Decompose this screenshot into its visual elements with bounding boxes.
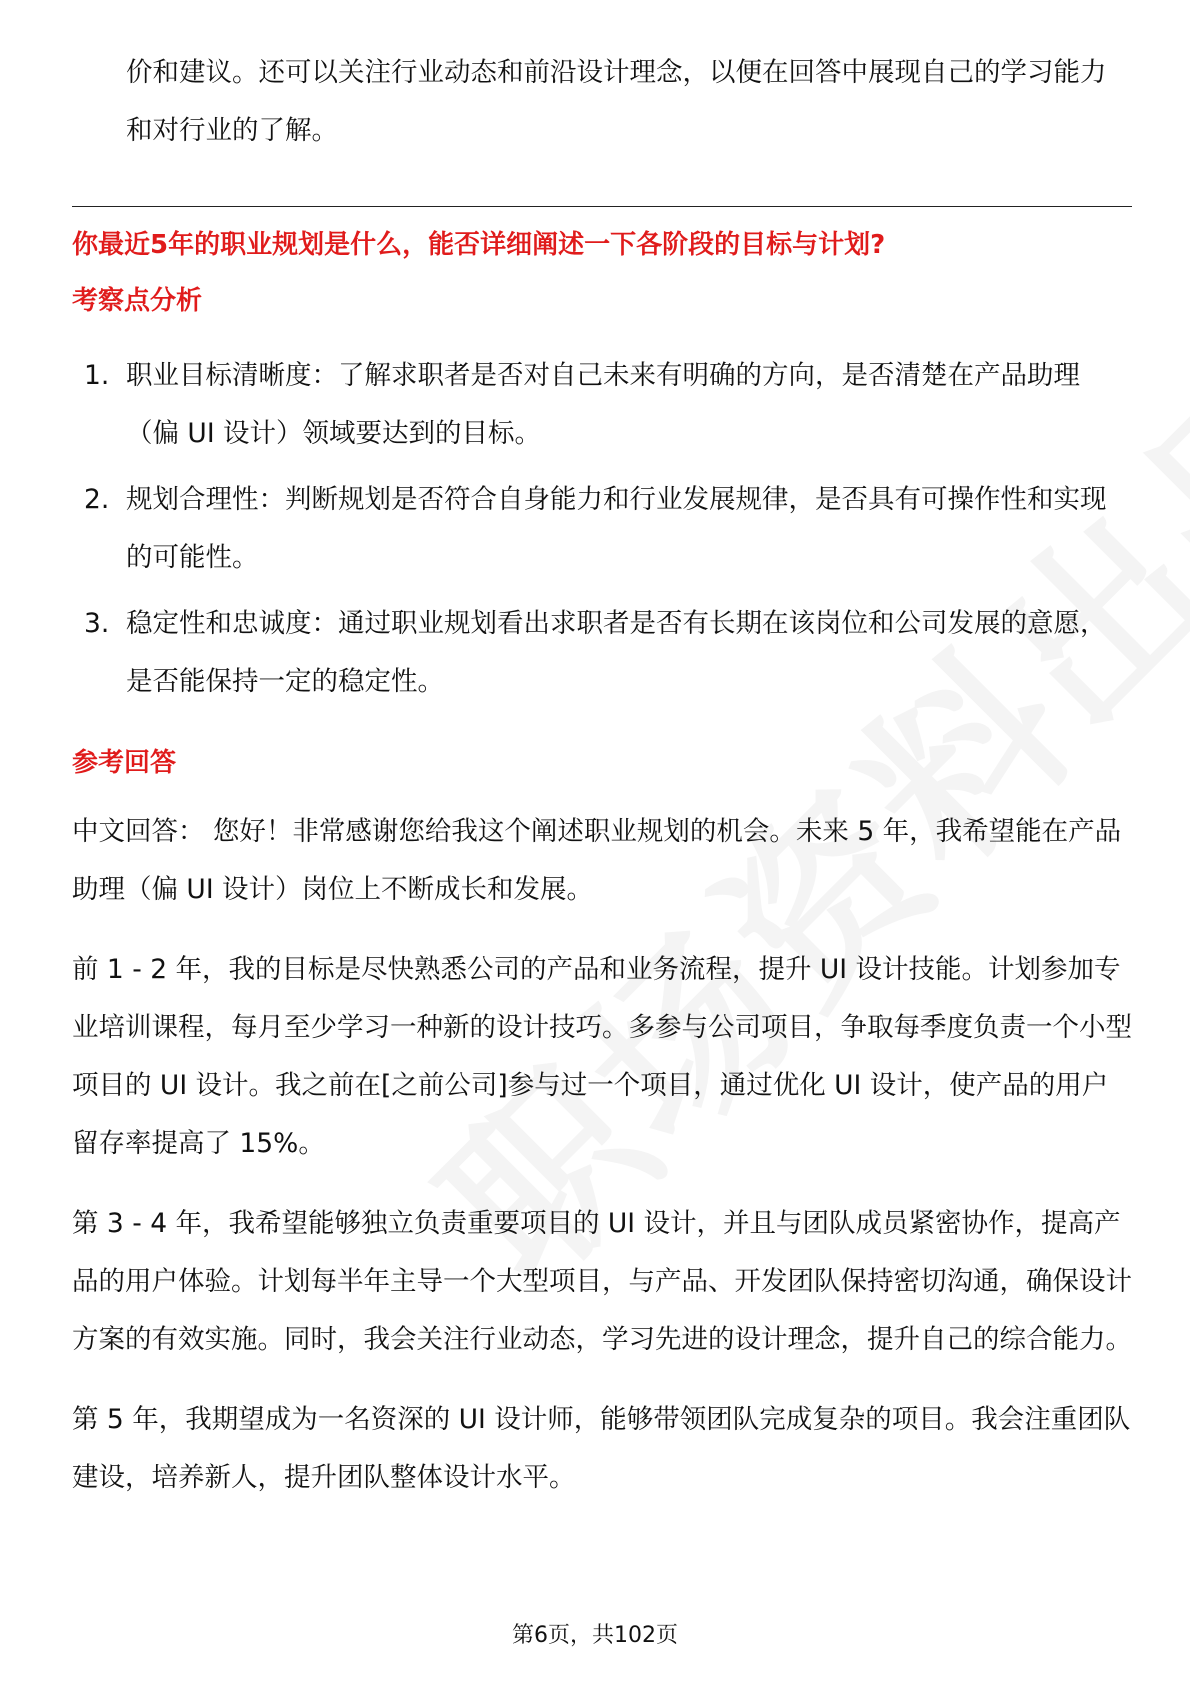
answer-paragraph: 第 5 年，我期望成为一名资深的 UI 设计师，能够带领团队完成复杂的项目。我会注重团队建设，培养新人，提升团队整体设计水平。 <box>72 1404 1131 1493</box>
list-item-number: 2. <box>84 484 110 515</box>
intro-continuation: 价和建议。还可以关注行业动态和前沿设计理念，以便在回答中展现自己的学习能力和对行业的了解。 <box>126 57 1107 146</box>
section-divider <box>72 206 1132 207</box>
analysis-points-list <box>72 347 1132 711</box>
list-item-number: 3. <box>84 608 110 639</box>
list-item <box>72 347 1132 463</box>
list-item <box>72 471 1132 587</box>
answer-paragraph: 第 3 - 4 年，我希望能够独立负责重要项目的 UI 设计，并且与团队成员紧密协作，提高产品的用户体验。计划每半年主导一个大型项目，与产品、开发团队保持密切沟通，确保设计方案的有效实施。同时，我会关注行业动态，学习先进的设计理念，提升自己的综合能力。 <box>72 1208 1132 1355</box>
list-item-text: 稳定性和忠诚度：通过职业规划看出求职者是否有长期在该岗位和公司发展的意愿，是否能保持一定的稳定性。 <box>126 608 1107 697</box>
answer-paragraph: 中文回答： 您好！非常感谢您给我这个阐述职业规划的机会。未来 5 年，我希望能在产品助理（偏 UI 设计）岗位上不断成长和发展。 <box>72 816 1122 905</box>
answer-paragraph: 前 1 - 2 年，我的目标是尽快熟悉公司的产品和业务流程，提升 UI 设计技能。计划参加专业培训课程，每月至少学习一种新的设计技巧。多参与公司项目，争取每季度负责一个小型项目的 UI 设计。我之前在[之前公司]参与过一个项目，通过优化 UI 设计，使产品的用户留存率提高了 15%。 <box>72 954 1132 1159</box>
answer-heading: 参考回答 <box>72 748 177 778</box>
question-title: 你最近5年的职业规划是什么，能否详细阐述一下各阶段的目标与计划? <box>72 230 886 260</box>
page-footer: 第6页，共102页 <box>512 1623 678 1648</box>
list-item-text: 规划合理性：判断规划是否符合自身能力和行业发展规律，是否具有可操作性和实现的可能性。 <box>126 484 1107 573</box>
analysis-heading: 考察点分析 <box>72 286 203 316</box>
list-item-number: 1. <box>84 360 110 391</box>
list-item <box>72 595 1132 711</box>
list-item-text: 职业目标清晰度：了解求职者是否对自己未来有明确的方向，是否清楚在产品助理（偏 UI 设计）领域要达到的目标。 <box>126 360 1080 449</box>
page-content <box>72 44 1132 1507</box>
